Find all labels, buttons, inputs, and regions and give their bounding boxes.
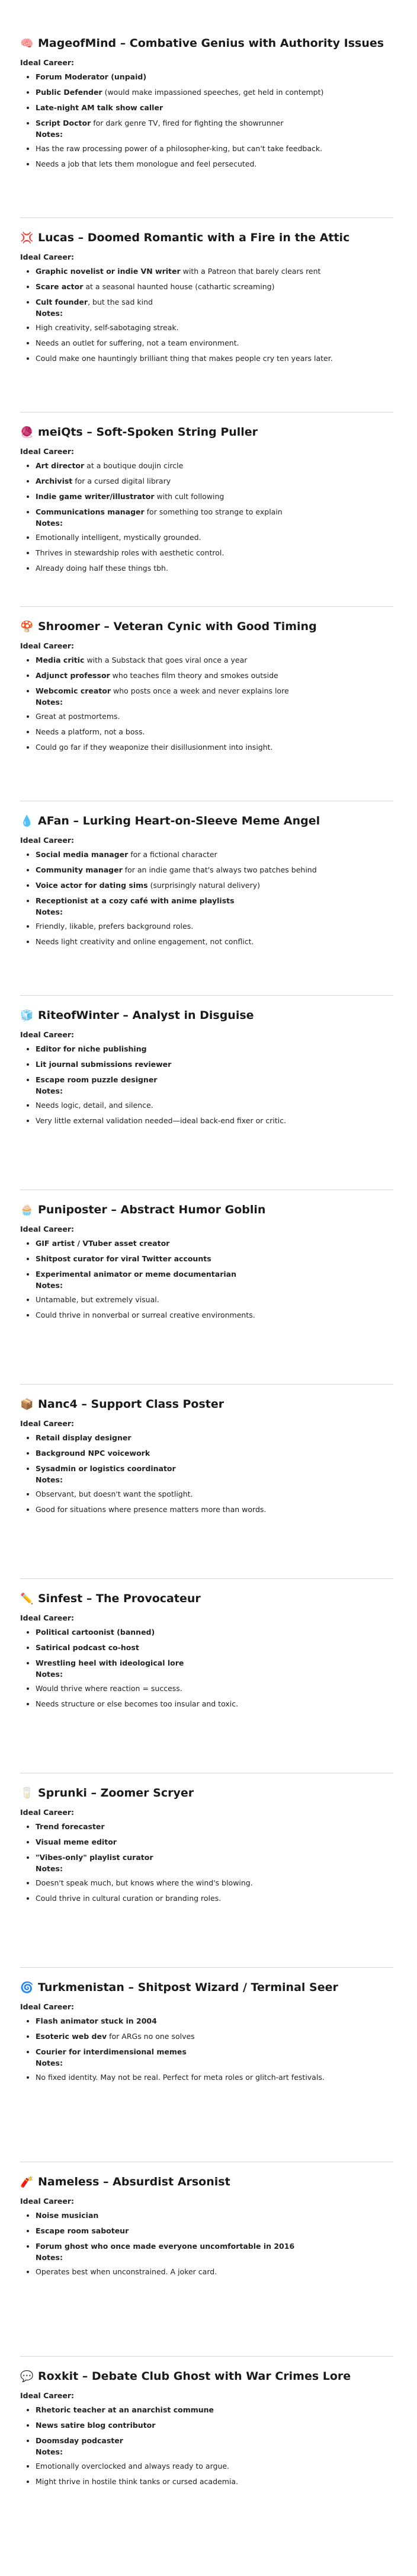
ideal-career-label: Ideal Career: [20, 1613, 75, 1622]
note-item: • Needs a job that lets them monologue and feel persecuted. [36, 159, 393, 170]
ideal-career-label: Ideal Career: [20, 1808, 75, 1817]
section-emoji-icon: 🧁 [20, 1203, 34, 1216]
career-item [36, 1821, 393, 1832]
career-title: Adjunct professor [36, 671, 110, 680]
career-title: Forum ghost who once made everyone uncomfortable in 2016 [36, 2242, 295, 2251]
career-list [20, 2405, 393, 2446]
career-title: Communications manager [36, 507, 145, 516]
career-item [36, 1463, 393, 1474]
career-title: Graphic novelist or indie VN writer [36, 267, 181, 276]
notes-label: Notes: [36, 2059, 63, 2067]
section-heading [20, 1981, 393, 1994]
section-title: AFan – Lurking Heart-on-Sleeve Meme Angel [38, 814, 320, 827]
note-item: • Has the raw processing power of a philosopher-king, but can't take feedback. [36, 143, 393, 154]
note-item: • Operates best when unconstrained. A joker card. [36, 2267, 393, 2277]
section-divider [20, 1967, 393, 1968]
ideal-career-label: Ideal Career: [20, 58, 75, 67]
note-item: • Emotionally intelligent, mystically grounded. [36, 532, 393, 543]
notes-label: Notes: [36, 1475, 63, 1484]
notes-list [20, 1295, 393, 1321]
note-item: • Needs structure or else becomes too insular and toxic. [36, 1699, 393, 1709]
career-item [36, 670, 393, 681]
note-item: • Great at postmortems. [36, 711, 393, 722]
profile-section [20, 2175, 393, 2370]
note-item: • Friendly, likable, prefers background roles. [36, 921, 393, 932]
section-divider [20, 606, 393, 607]
notes-label: Notes: [36, 698, 63, 707]
career-item [36, 896, 393, 906]
career-title: Political cartoonist (banned) [36, 1628, 155, 1637]
career-item [36, 507, 393, 517]
career-item [36, 1075, 393, 1085]
note-item: • Observant, but doesn't want the spotlight. [36, 1489, 393, 1500]
career-item [36, 1627, 393, 1638]
note-item: • Emotionally overclocked and always ready to argue. [36, 2461, 393, 2472]
career-detail: for an indie game that's always two patches behind [122, 865, 317, 874]
profile-section [20, 37, 393, 231]
section-emoji-icon: 🧠 [20, 37, 34, 50]
career-item [36, 72, 393, 82]
career-detail: with a Patreon that barely clears rent [180, 267, 321, 276]
career-item [36, 1448, 393, 1459]
career-item [36, 297, 393, 308]
career-item [36, 2031, 393, 2042]
section-emoji-icon: 🥛 [20, 1786, 34, 1800]
section-heading [20, 1592, 393, 1605]
career-list [20, 1821, 393, 1863]
note-item: • Could make one hauntingly brilliant thing that makes people cry ten years later. [36, 353, 393, 364]
career-title: Public Defender [36, 88, 102, 97]
career-list [20, 1627, 393, 1669]
career-item [36, 2226, 393, 2236]
career-title: Trend forecaster [36, 1822, 105, 1831]
career-list [20, 266, 393, 308]
career-item [36, 849, 393, 860]
career-item [36, 2436, 393, 2446]
section-emoji-icon: 🧨 [20, 2175, 34, 2188]
notes-label: Notes: [36, 2447, 63, 2456]
note-item: • Could thrive in cultural curation or branding roles. [36, 1893, 393, 1904]
career-detail: for ARGs no one solves [107, 2032, 195, 2041]
note-item: • Needs light creativity and online engagement, not conflict. [36, 937, 393, 947]
career-item [36, 1852, 393, 1863]
ideal-career-label: Ideal Career: [20, 1030, 75, 1039]
note-item: • Already doing half these things tbh. [36, 563, 393, 574]
career-detail: for a fictional character [128, 850, 217, 859]
career-detail: at a seasonal haunted house (cathartic screaming) [83, 282, 275, 291]
career-list [20, 1238, 393, 1280]
section-title: Nameless – Absurdist Arsonist [38, 2175, 230, 2188]
section-emoji-icon: 💧 [20, 814, 34, 827]
notes-list [20, 143, 393, 170]
career-title: Retail display designer [36, 1433, 131, 1442]
note-item: • Untamable, but extremely visual. [36, 1295, 393, 1305]
notes-label: Notes: [36, 2253, 63, 2262]
ideal-career-label: Ideal Career: [20, 641, 75, 650]
career-list [20, 849, 393, 906]
career-title: Courier for interdimensional memes [36, 2047, 187, 2056]
profile-section [20, 1786, 393, 1981]
ideal-career-label: Ideal Career: [20, 1419, 75, 1428]
career-title: Lit journal submissions reviewer [36, 1060, 172, 1069]
section-title: Sinfest – The Provocateur [38, 1592, 201, 1605]
career-title: Late-night AM talk show caller [36, 103, 163, 112]
section-heading [20, 620, 393, 633]
career-detail: for a cursed digital library [72, 477, 171, 485]
career-title: Voice actor for dating sims [36, 881, 148, 890]
career-item [36, 491, 393, 502]
career-detail: for dark genre TV, fired for fighting the showrunner [91, 119, 284, 127]
career-title: Escape room saboteur [36, 2226, 129, 2235]
career-detail: who posts once a week and never explains lore [111, 686, 289, 695]
career-title: Esoteric web dev [36, 2032, 107, 2041]
career-title: Editor for niche publishing [36, 1044, 147, 1053]
career-item [36, 865, 393, 875]
career-detail: (surprisingly natural delivery) [147, 881, 260, 890]
career-item [36, 1433, 393, 1443]
ideal-career-label: Ideal Career: [20, 2197, 75, 2206]
section-title: Roxkit – Debate Club Ghost with War Crimes Lore [38, 2370, 351, 2383]
profile-section [20, 620, 393, 814]
career-item [36, 2016, 393, 2027]
career-title: Flash animator stuck in 2004 [36, 2016, 157, 2025]
career-detail: at a boutique doujin circle [84, 461, 184, 470]
career-detail: with a Substack that goes viral once a year [84, 656, 248, 664]
career-title: Art director [36, 461, 85, 470]
notes-list [20, 921, 393, 947]
career-list [20, 2210, 393, 2252]
career-item [36, 1059, 393, 1070]
career-title: Escape room puzzle designer [36, 1075, 158, 1084]
career-item [36, 1269, 393, 1280]
career-title: Social media manager [36, 850, 129, 859]
notes-label: Notes: [36, 1086, 63, 1095]
section-heading [20, 1203, 393, 1216]
career-item [36, 880, 393, 891]
career-title: Background NPC voicework [36, 1449, 150, 1458]
career-item [36, 2241, 393, 2252]
career-list [20, 72, 393, 129]
career-title: Receptionist at a cozy café with anime playlists [36, 896, 235, 905]
notes-list [20, 1683, 393, 1709]
section-heading [20, 2370, 393, 2383]
profile-section [20, 814, 393, 1009]
note-item: • No fixed identity. May not be real. Perfect for meta roles or glitch-art festivals. [36, 2072, 393, 2083]
notes-list [20, 322, 393, 364]
career-title: Shitpost curator for viral Twitter accounts [36, 1254, 211, 1263]
section-title: RiteofWinter – Analyst in Disguise [38, 1009, 254, 1022]
career-detail: with cult following [154, 492, 224, 501]
note-item: • Could thrive in nonverbal or surreal creative environments. [36, 1310, 393, 1321]
career-title: Cult founder [36, 298, 88, 306]
ideal-career-label: Ideal Career: [20, 1225, 75, 1233]
section-emoji-icon: 🧊 [20, 1009, 34, 1022]
career-title: Community manager [36, 865, 123, 874]
notes-label: Notes: [36, 519, 63, 528]
notes-label: Notes: [36, 907, 63, 916]
note-item: • Good for situations where presence matters more than words. [36, 1504, 393, 1515]
career-title: Media critic [36, 656, 85, 664]
career-title: Sysadmin or logistics coordinator [36, 1464, 176, 1473]
career-title: Wrestling heel with ideological lore [36, 1658, 184, 1667]
note-item: • High creativity, self-sabotaging streak. [36, 322, 393, 333]
profile-section [20, 1592, 393, 1786]
notes-list [20, 2072, 393, 2083]
career-item [36, 282, 393, 292]
career-title: Doomsday podcaster [36, 2436, 123, 2445]
note-item: • Doesn't speak much, but knows where the wind's blowing. [36, 1878, 393, 1888]
section-heading [20, 231, 393, 244]
career-item [36, 1658, 393, 1669]
section-heading [20, 1786, 393, 1800]
ideal-career-label: Ideal Career: [20, 2002, 75, 2011]
section-title: Puniposter – Abstract Humor Goblin [38, 1203, 266, 1216]
profile-section [20, 1203, 393, 1398]
section-divider [20, 1384, 393, 1385]
career-title: Satirical podcast co-host [36, 1643, 139, 1652]
section-emoji-icon: 💬 [20, 2370, 34, 2383]
profile-section [20, 1981, 393, 2175]
career-item [36, 655, 393, 666]
ideal-career-label: Ideal Career: [20, 836, 75, 845]
note-item: • Could go far if they weaponize their disillusionment into insight. [36, 742, 393, 753]
notes-label: Notes: [36, 1670, 63, 1679]
career-list [20, 461, 393, 517]
career-detail: , but the sad kind [88, 298, 153, 306]
section-emoji-icon: 🌀 [20, 1981, 34, 1994]
profile-section [20, 231, 393, 426]
section-title: meiQts – Soft-Spoken String Puller [38, 426, 258, 439]
section-title: Turkmenistan – Shitpost Wizard / Terminal Seer [38, 1981, 338, 1994]
career-list [20, 2016, 393, 2057]
career-item [36, 461, 393, 471]
profile-section [20, 2370, 393, 2564]
note-item: • Needs an outlet for suffering, not a team environment. [36, 338, 393, 349]
note-item: • Needs logic, detail, and silence. [36, 1100, 393, 1111]
notes-label: Notes: [36, 1864, 63, 1873]
career-list [20, 655, 393, 696]
notes-list [20, 1878, 393, 1904]
career-item [36, 476, 393, 487]
notes-list [20, 1100, 393, 1126]
notes-list [20, 1489, 393, 1515]
career-title: Rhetoric teacher at an anarchist commune [36, 2405, 214, 2414]
section-divider [20, 1578, 393, 1579]
profile-section [20, 426, 393, 620]
notes-list [20, 2461, 393, 2487]
section-emoji-icon: ✏️ [20, 1592, 34, 1605]
notes-label: Notes: [36, 130, 63, 139]
section-emoji-icon: 📦 [20, 1398, 34, 1411]
section-heading [20, 1398, 393, 1411]
note-item: • Might thrive in hostile think tanks or cursed academia. [36, 2476, 393, 2487]
section-title: MageofMind – Combative Genius with Authority Issues [38, 37, 384, 50]
section-title: Shroomer – Veteran Cynic with Good Timing [38, 620, 317, 633]
section-divider [20, 995, 393, 996]
career-item [36, 686, 393, 696]
section-emoji-icon: 💢 [20, 231, 34, 244]
note-item: • Needs a platform, not a boss. [36, 727, 393, 737]
career-item [36, 87, 393, 98]
ideal-career-label: Ideal Career: [20, 447, 75, 456]
section-divider [20, 412, 393, 413]
career-item [36, 1642, 393, 1653]
career-item [36, 1238, 393, 1249]
profile-section [20, 1009, 393, 1203]
career-detail: (would make impassioned speeches, get held in contempt) [102, 88, 324, 97]
section-title: Lucas – Doomed Romantic with a Fire in the Attic [38, 231, 350, 244]
note-item: • Would thrive where reaction = success. [36, 1683, 393, 1694]
career-title: Indie game writer/illustrator [36, 492, 155, 501]
career-item [36, 266, 393, 277]
profile-section [20, 1398, 393, 1592]
career-title: Webcomic creator [36, 686, 111, 695]
section-emoji-icon: 🧶 [20, 426, 34, 439]
section-heading [20, 1009, 393, 1022]
career-item [36, 1044, 393, 1054]
career-title: Noise musician [36, 2211, 99, 2220]
notes-label: Notes: [36, 1281, 63, 1290]
career-title: Forum Moderator (unpaid) [36, 72, 147, 81]
career-item [36, 1254, 393, 1264]
career-item [36, 2047, 393, 2057]
career-item [36, 2420, 393, 2431]
note-item: • Very little external validation needed—ideal back-end fixer or critic. [36, 1116, 393, 1126]
section-heading [20, 426, 393, 439]
career-list [20, 1044, 393, 1085]
career-item [36, 1837, 393, 1848]
career-title: Experimental animator or meme documentarian [36, 1270, 236, 1279]
note-item: • Thrives in stewardship roles with aesthetic control. [36, 548, 393, 558]
career-list [20, 1433, 393, 1474]
notes-list [20, 2267, 393, 2277]
career-title: Archivist [36, 477, 73, 485]
notes-list [20, 711, 393, 753]
notes-list [20, 532, 393, 574]
section-title: Nanc4 – Support Class Poster [38, 1398, 224, 1411]
career-item [36, 2210, 393, 2221]
section-emoji-icon: 🍄 [20, 620, 34, 633]
ideal-career-label: Ideal Career: [20, 2391, 75, 2400]
career-title: Script Doctor [36, 119, 91, 127]
career-title: GIF artist / VTuber asset creator [36, 1239, 170, 1248]
career-item [36, 103, 393, 113]
career-title: "Vibes-only" playlist curator [36, 1853, 153, 1862]
career-title: Scare actor [36, 282, 84, 291]
section-heading [20, 37, 393, 50]
section-heading [20, 814, 393, 827]
career-title: News satire blog contributor [36, 2421, 156, 2430]
career-title: Visual meme editor [36, 1837, 117, 1846]
career-detail: who teaches film theory and smokes outside [110, 671, 278, 680]
section-divider [20, 2356, 393, 2357]
ideal-career-label: Ideal Career: [20, 253, 75, 261]
career-detail: for something too strange to explain [144, 507, 283, 516]
career-item [36, 118, 393, 129]
section-heading [20, 2175, 393, 2188]
career-item [36, 2405, 393, 2415]
section-title: Sprunki – Zoomer Scryer [38, 1786, 194, 1800]
notes-label: Notes: [36, 309, 63, 318]
